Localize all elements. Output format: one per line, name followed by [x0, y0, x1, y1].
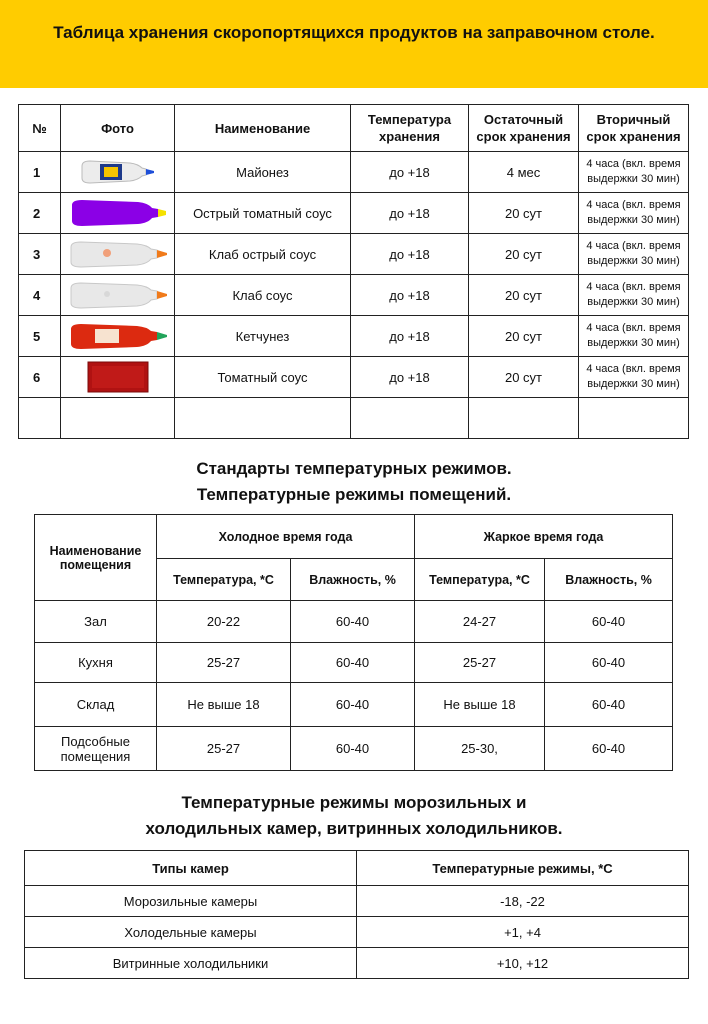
storage-temp: до +18 — [351, 275, 469, 316]
row-num: 5 — [19, 316, 61, 357]
hot-humidity: 60-40 — [545, 727, 673, 771]
empty-cell — [175, 398, 351, 439]
col-photo: Фото — [61, 105, 175, 152]
storage-temp: до +18 — [351, 316, 469, 357]
mayonnaise-bottle-icon — [61, 152, 175, 193]
hot-humidity-header: Влажность, % — [545, 559, 673, 601]
room-name: Подсобные помещения — [35, 727, 157, 771]
product-name: Майонез — [175, 152, 351, 193]
table-row — [19, 316, 689, 357]
chambers-table — [24, 850, 689, 979]
table-row — [19, 275, 689, 316]
secondary-term: 4 часа (вкл. время выдержки 30 мин) — [579, 152, 689, 193]
section-heading-standards — [0, 456, 708, 508]
cold-temp: 25-27 — [157, 727, 291, 771]
hot-temp: Не выше 18 — [415, 683, 545, 727]
hot-humidity: 60-40 — [545, 601, 673, 643]
row-num: 3 — [19, 234, 61, 275]
cold-humidity: 60-40 — [291, 601, 415, 643]
rooms-table-header — [35, 515, 673, 559]
hot-temp: 25-27 — [415, 643, 545, 683]
col-num: № — [19, 105, 61, 152]
chamber-range: +10, +12 — [357, 948, 689, 979]
chamber-range: +1, +4 — [357, 917, 689, 948]
chamber-range-header: Температурные режимы, *С — [357, 851, 689, 886]
secondary-term: 4 часа (вкл. время выдержки 30 мин) — [579, 357, 689, 398]
col-temp: Температура хранения — [351, 105, 469, 152]
empty-cell — [61, 398, 175, 439]
table-row-empty — [19, 398, 689, 439]
purple-sauce-bottle-icon — [61, 193, 175, 234]
product-name: Томатный соус — [175, 357, 351, 398]
room-name: Кухня — [35, 643, 157, 683]
storage-temp: до +18 — [351, 234, 469, 275]
cold-temp-header: Температура, *С — [157, 559, 291, 601]
table-row — [19, 152, 689, 193]
title-banner — [0, 0, 708, 88]
col-name: Наименование — [175, 105, 351, 152]
product-name: Острый томатный соус — [175, 193, 351, 234]
chamber-type: Витринные холодильники — [25, 948, 357, 979]
storage-table — [18, 104, 689, 439]
table-row — [25, 886, 689, 917]
chamber-type: Холодельные камеры — [25, 917, 357, 948]
table-row — [35, 727, 673, 771]
rooms-table — [34, 514, 673, 771]
table-row — [35, 643, 673, 683]
empty-cell — [19, 398, 61, 439]
product-name: Клаб острый соус — [175, 234, 351, 275]
heading-line: Температурные режимы помещений. — [196, 485, 512, 504]
chamber-type-header: Типы камер — [25, 851, 357, 886]
hot-season-header: Жаркое время года — [415, 515, 673, 559]
col-secondary: Вторичный срок хранения — [579, 105, 689, 152]
room-name: Зал — [35, 601, 157, 643]
white-sauce-bottle-icon — [61, 275, 175, 316]
white-sauce-bottle-icon — [61, 234, 175, 275]
tomato-sauce-pack-icon — [61, 357, 175, 398]
heading-line: холодильных камер, витринных холодильников. — [145, 819, 563, 838]
table-row — [19, 234, 689, 275]
product-name: Кетчунез — [175, 316, 351, 357]
residual-term: 20 сут — [469, 357, 579, 398]
product-name: Клаб соус — [175, 275, 351, 316]
table-row — [19, 193, 689, 234]
table-row — [35, 601, 673, 643]
row-num: 1 — [19, 152, 61, 193]
heading-line: Температурные режимы морозильных и — [181, 793, 527, 812]
empty-cell — [579, 398, 689, 439]
storage-temp: до +18 — [351, 357, 469, 398]
room-header: Наименование помещения — [35, 515, 157, 601]
table-row — [25, 948, 689, 979]
cold-humidity: 60-40 — [291, 727, 415, 771]
room-name: Склад — [35, 683, 157, 727]
secondary-term: 4 часа (вкл. время выдержки 30 мин) — [579, 275, 689, 316]
residual-term: 20 сут — [469, 316, 579, 357]
hot-humidity: 60-40 — [545, 643, 673, 683]
chambers-table-header — [25, 851, 689, 886]
secondary-term: 4 часа (вкл. время выдержки 30 мин) — [579, 193, 689, 234]
row-num: 4 — [19, 275, 61, 316]
secondary-term: 4 часа (вкл. время выдержки 30 мин) — [579, 316, 689, 357]
table-row — [35, 683, 673, 727]
storage-table-header — [19, 105, 689, 152]
cold-temp: Не выше 18 — [157, 683, 291, 727]
residual-term: 20 сут — [469, 275, 579, 316]
hot-temp: 24-27 — [415, 601, 545, 643]
section-heading-chambers — [0, 790, 708, 842]
chamber-range: -18, -22 — [357, 886, 689, 917]
residual-term: 4 мес — [469, 152, 579, 193]
cold-temp: 20-22 — [157, 601, 291, 643]
row-num: 2 — [19, 193, 61, 234]
hot-temp-header: Температура, *С — [415, 559, 545, 601]
empty-cell — [469, 398, 579, 439]
row-num: 6 — [19, 357, 61, 398]
storage-temp: до +18 — [351, 193, 469, 234]
cold-temp: 25-27 — [157, 643, 291, 683]
table-row — [19, 357, 689, 398]
empty-cell — [351, 398, 469, 439]
heading-line: Стандарты температурных режимов. — [196, 459, 512, 478]
storage-temp: до +18 — [351, 152, 469, 193]
page-title: Таблица хранения скоропортящихся продуктов на заправочном столе. — [53, 23, 655, 42]
secondary-term: 4 часа (вкл. время выдержки 30 мин) — [579, 234, 689, 275]
cold-season-header: Холодное время года — [157, 515, 415, 559]
residual-term: 20 сут — [469, 234, 579, 275]
cold-humidity-header: Влажность, % — [291, 559, 415, 601]
chamber-type: Морозильные камеры — [25, 886, 357, 917]
red-ketchup-bottle-icon — [61, 316, 175, 357]
residual-term: 20 сут — [469, 193, 579, 234]
hot-temp: 25-30, — [415, 727, 545, 771]
col-residual: Остаточный срок хранения — [469, 105, 579, 152]
hot-humidity: 60-40 — [545, 683, 673, 727]
cold-humidity: 60-40 — [291, 683, 415, 727]
cold-humidity: 60-40 — [291, 643, 415, 683]
table-row — [25, 917, 689, 948]
